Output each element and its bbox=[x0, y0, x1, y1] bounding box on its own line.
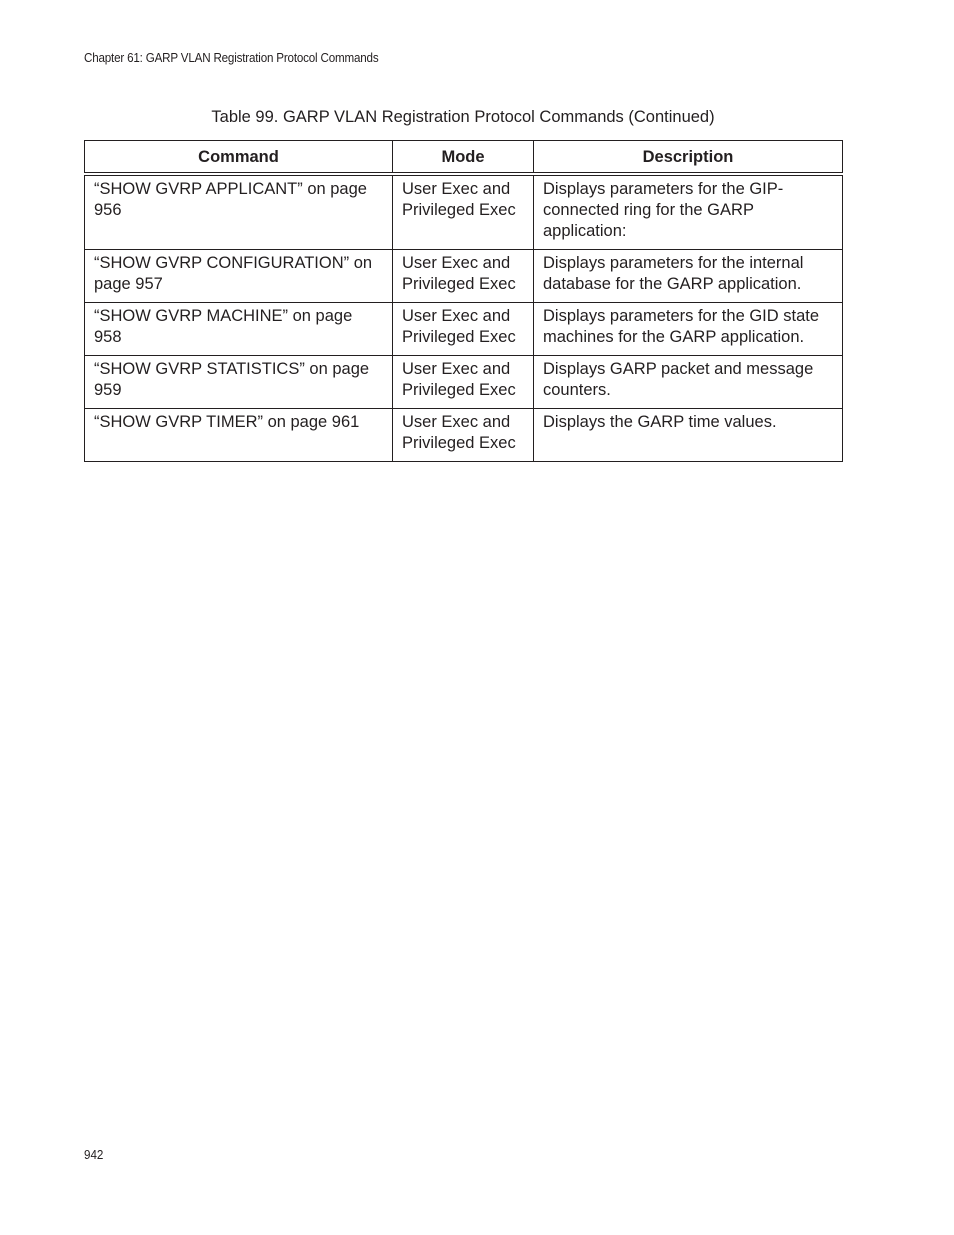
description-cell: Displays parameters for the GID state machines for the GARP application. bbox=[534, 302, 843, 355]
table-row bbox=[85, 355, 843, 408]
command-link[interactable]: “SHOW GVRP MACHINE” on page 958 bbox=[85, 302, 393, 355]
mode-cell: User Exec and Privileged Exec bbox=[393, 174, 534, 250]
command-link[interactable]: “SHOW GVRP CONFIGURATION” on page 957 bbox=[85, 249, 393, 302]
description-cell: Displays the GARP time values. bbox=[534, 408, 843, 461]
commands-table bbox=[84, 140, 843, 462]
mode-cell: User Exec and Privileged Exec bbox=[393, 408, 534, 461]
page-number: 942 bbox=[84, 1148, 104, 1162]
table-row bbox=[85, 302, 843, 355]
table-header-row bbox=[85, 141, 843, 174]
mode-cell: User Exec and Privileged Exec bbox=[393, 355, 534, 408]
column-header-mode: Mode bbox=[393, 141, 534, 174]
table-row bbox=[85, 249, 843, 302]
description-cell: Displays GARP packet and message counters. bbox=[534, 355, 843, 408]
table-row bbox=[85, 174, 843, 250]
mode-cell: User Exec and Privileged Exec bbox=[393, 302, 534, 355]
column-header-description: Description bbox=[534, 141, 843, 174]
table-row bbox=[85, 408, 843, 461]
command-link[interactable]: “SHOW GVRP APPLICANT” on page 956 bbox=[85, 174, 393, 250]
description-cell: Displays parameters for the internal database for the GARP application. bbox=[534, 249, 843, 302]
mode-cell: User Exec and Privileged Exec bbox=[393, 249, 534, 302]
table-caption: Table 99. GARP VLAN Registration Protocol Commands (Continued) bbox=[211, 108, 715, 126]
running-header: Chapter 61: GARP VLAN Registration Protocol Commands bbox=[84, 51, 379, 65]
column-header-command: Command bbox=[85, 141, 393, 174]
description-cell: Displays parameters for the GIP-connected ring for the GARP application: bbox=[534, 174, 843, 250]
command-link[interactable]: “SHOW GVRP TIMER” on page 961 bbox=[85, 408, 393, 461]
command-link[interactable]: “SHOW GVRP STATISTICS” on page 959 bbox=[85, 355, 393, 408]
